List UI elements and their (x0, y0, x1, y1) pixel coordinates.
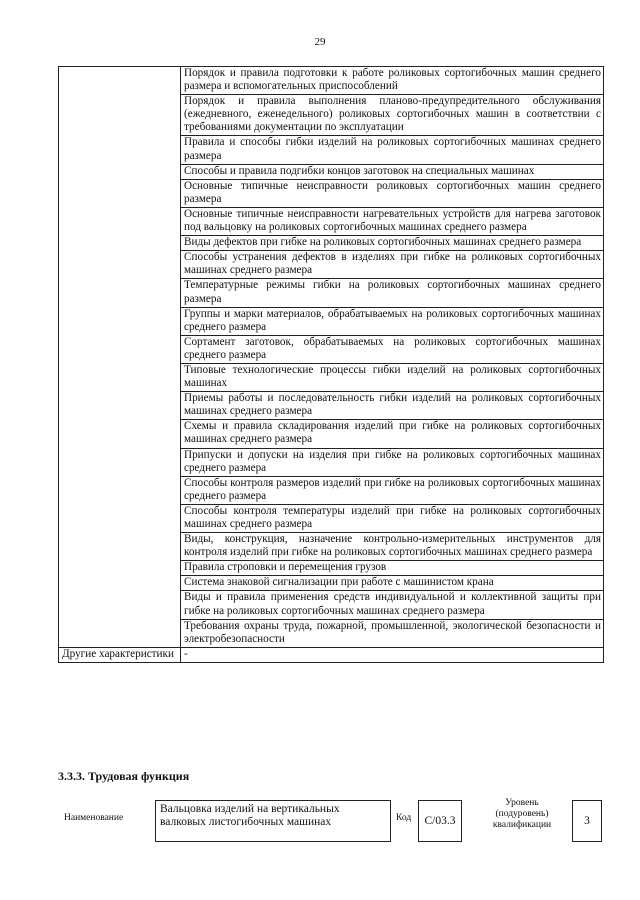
knowledge-item: Способы и правила подгибки концов заготовок на специальных машинах (181, 164, 604, 179)
section-heading: 3.3.3. Трудовая функция (58, 769, 190, 783)
knowledge-item: Приемы работы и последовательность гибки изделий на роликовых сортогибочных машинах среднего размера (181, 392, 604, 420)
qualification-level-label: Уровень (подуровень) квалификации (492, 798, 552, 830)
knowledge-item: Способы контроля размеров изделий при гибке на роликовых сортогибочных машинах среднего размера (181, 476, 604, 504)
knowledge-item: Порядок и правила выполнения планово-предупредительного обслуживания (ежедневного, еженедельного) роликовых сортогибочных машин в соответствии с требованиями документации по эксплуатации (181, 95, 604, 136)
knowledge-item: Схемы и правила складирования изделий при гибке на роликовых сортогибочных машинах среднего размера (181, 420, 604, 448)
knowledge-item: Требования охраны труда, пожарной, промышленной, экологической безопасности и электробезопасности (181, 619, 604, 647)
knowledge-item: Сортамент заготовок, обрабатываемых на роликовых сортогибочных машинах среднего размера (181, 335, 604, 363)
knowledge-item: Способы устранения дефектов в изделиях при гибке на роликовых сортогибочных машинах среднего размера (181, 251, 604, 279)
page-number: 29 (314, 36, 326, 48)
knowledge-requirements-table (58, 66, 604, 663)
labor-function-header (0, 798, 640, 848)
knowledge-item: Правила и способы гибки изделий на роликовых сортогибочных машинах среднего размера (181, 136, 604, 164)
knowledge-item: Правила строповки и перемещения грузов (181, 561, 604, 576)
table-row (59, 67, 604, 95)
left-cell-empty (59, 67, 181, 648)
knowledge-item: Виды, конструкция, назначение контрольно-измерительных инструментов для контроля изделий при гибке на роликовых сортогибочных машинах среднего размера (181, 533, 604, 561)
knowledge-item: Виды дефектов при гибке на роликовых сортогибочных машинах среднего размера (181, 236, 604, 251)
other-characteristics-label: Другие характеристики (59, 647, 181, 662)
knowledge-item: Способы контроля температуры изделий при гибке на роликовых сортогибочных машинах среднего размера (181, 504, 604, 532)
knowledge-item: Виды и правила применения средств индивидуальной и коллективной защиты при гибке на роликовых сортогибочных машинах среднего размера (181, 591, 604, 619)
knowledge-item: Основные типичные неисправности нагревательных устройств для нагрева заготовок под вальцовку на роликовых сортогибочных машинах среднего размера (181, 207, 604, 235)
knowledge-item: Порядок и правила подготовки к работе роликовых сортогибочных машин среднего размера и вспомогательных приспособлений (181, 67, 604, 95)
knowledge-item: Типовые технологические процессы гибки изделий на роликовых сортогибочных машинах (181, 363, 604, 391)
function-name-box: Вальцовка изделий на вертикальных валковых листогибочных машинах (155, 800, 391, 842)
code-label: Код (396, 813, 412, 823)
qualification-level-box: 3 (572, 800, 602, 842)
table-row (59, 647, 604, 662)
name-label: Наименование (64, 813, 124, 823)
knowledge-item: Группы и марки материалов, обрабатываемых на роликовых сортогибочных машинах среднего размера (181, 307, 604, 335)
other-characteristics-value: - (181, 647, 604, 662)
function-code-box: C/03.3 (418, 800, 462, 842)
knowledge-item: Температурные режимы гибки на роликовых сортогибочных машинах среднего размера (181, 279, 604, 307)
knowledge-item: Система знаковой сигнализации при работе с машинистом крана (181, 576, 604, 591)
knowledge-item: Основные типичные неисправности роликовых сортогибочных машин среднего размера (181, 179, 604, 207)
knowledge-item: Припуски и допуски на изделия при гибке на роликовых сортогибочных машинах среднего размера (181, 448, 604, 476)
